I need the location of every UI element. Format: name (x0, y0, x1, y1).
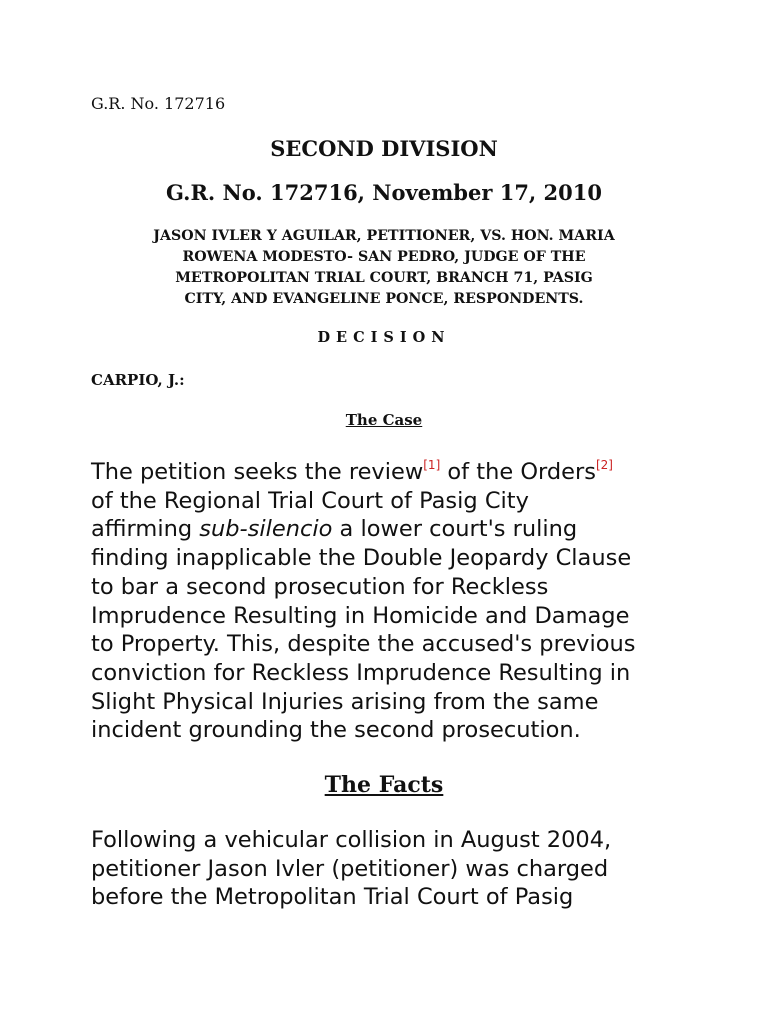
division-heading: SECOND DIVISION (270, 136, 498, 161)
paragraph-line: Imprudence Resulting in Homicide and Damage (91, 602, 630, 629)
parties-line: JASON IVLER Y AGUILAR, PETITIONER, VS. HON. MARIA (153, 228, 615, 244)
parties-line: METROPOLITAN TRIAL COURT, BRANCH 71, PASIG (175, 270, 593, 286)
ponente: CARPIO, J.: (91, 371, 185, 389)
text-run: a lower court's ruling (332, 516, 578, 543)
paragraph-line: to Property. This, despite the accused's previous (91, 631, 636, 658)
paragraph-line: Following a vehicular collision in August 2004, (91, 827, 612, 853)
text-run: The petition seeks the review (91, 459, 424, 485)
gr-number: G.R. No. 172716 (91, 94, 226, 113)
paragraph-line: to bar a second prosecution for Reckless (91, 573, 549, 600)
facts-paragraph (91, 826, 691, 912)
paragraph-line: of the Regional Trial Court of Pasig City (91, 487, 529, 514)
paragraph-line: incident grounding the second prosecution. (91, 717, 581, 744)
case-paragraph (91, 458, 691, 745)
paragraph-line: before the Metropolitan Trial Court of Pasig (91, 884, 574, 911)
paragraph-line (91, 458, 691, 487)
paragraph-line: petitioner Jason Ivler (petitioner) was charged (91, 855, 609, 882)
paragraph-line: finding inapplicable the Double Jeopardy Clause (91, 545, 632, 572)
decision-label: DECISION (317, 329, 451, 346)
text-run: of the Orders (440, 459, 596, 485)
footnote-link-1[interactable]: [1] (423, 458, 441, 472)
text-run: affirming (91, 516, 200, 543)
parties-line: ROWENA MODESTO- SAN PEDRO, JUDGE OF THE (182, 249, 586, 265)
the-facts-heading: The Facts (324, 772, 444, 798)
case-title-date: G.R. No. 172716, November 17, 2010 (165, 180, 603, 205)
case-parties (104, 226, 664, 310)
the-case-heading: The Case (345, 411, 423, 429)
paragraph-line: Slight Physical Injuries arising from the same (91, 688, 599, 715)
paragraph-line: conviction for Reckless Imprudence Resulting in (91, 659, 631, 686)
italic-term: sub-silencio (199, 516, 333, 543)
paragraph-line (91, 515, 691, 544)
footnote-link-2[interactable]: [2] (595, 458, 613, 472)
parties-line: CITY, AND EVANGELINE PONCE, RESPONDENTS. (184, 291, 584, 307)
